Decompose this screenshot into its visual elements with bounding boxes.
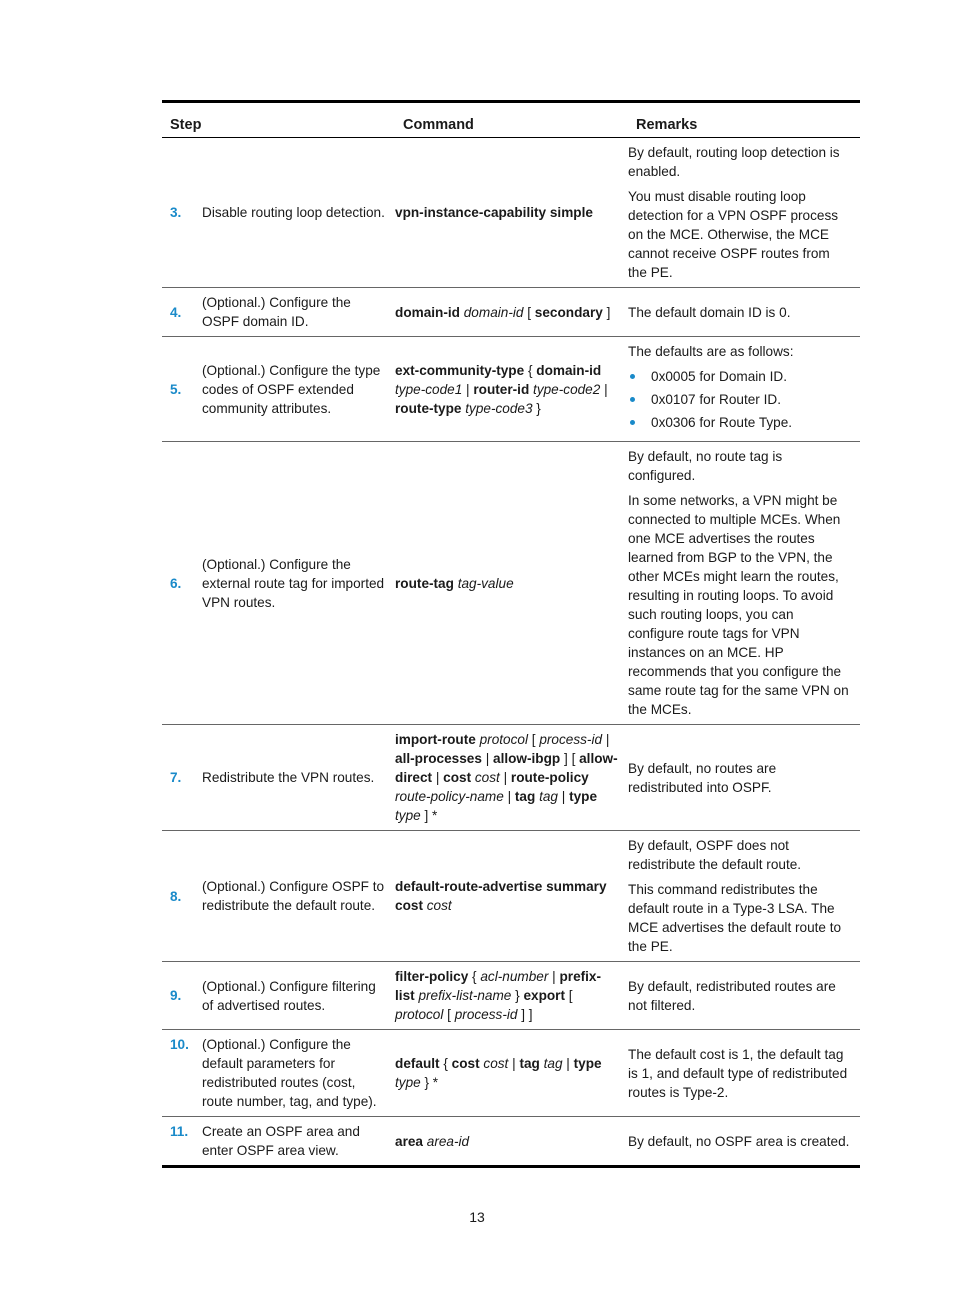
remark-paragraph: By default, no routes are redistributed into OSPF. <box>628 760 777 795</box>
command-argument: type-code2 <box>533 381 601 397</box>
remark-paragraph: By default, no route tag is configured. <box>628 449 783 483</box>
remark-paragraph: By default, no OSPF area is created. <box>628 1133 850 1149</box>
step-command <box>395 962 628 1030</box>
command-syntax: } <box>532 400 541 416</box>
remark-bullet-item: 0x0306 for Route Type. <box>628 413 852 432</box>
command-syntax: ] ] <box>517 1007 533 1022</box>
table-row <box>162 1030 860 1117</box>
step-description: (Optional.) Configure the external route tag for imported VPN routes. <box>202 442 395 725</box>
command-syntax: | <box>481 751 494 766</box>
remark-paragraph: You must disable routing loop detection for a VPN OSPF process on the MCE. Otherwise, the MCE cannot receive OSPF routes from the PE. <box>628 189 839 280</box>
step-command <box>395 288 628 337</box>
step-number: 10. <box>162 1030 202 1117</box>
step-description: Create an OSPF area and enter OSPF area view. <box>202 1117 395 1167</box>
step-remarks <box>628 442 860 725</box>
table-row <box>162 337 860 442</box>
command-syntax: { <box>439 1056 452 1071</box>
remark-bullet-item: 0x0107 for Router ID. <box>628 390 852 409</box>
step-command <box>395 1117 628 1167</box>
table-row <box>162 1117 860 1167</box>
command-keyword: type <box>573 1056 602 1071</box>
remark-paragraph: By default, redistributed routes are not filtered. <box>628 978 836 1013</box>
command-syntax: | <box>600 381 608 397</box>
command-argument: area-id <box>426 1133 470 1149</box>
step-description: (Optional.) Configure OSPF to redistribute the default route. <box>202 831 395 962</box>
command-keyword: route-type <box>395 400 462 416</box>
command-keyword: tag <box>519 1056 540 1071</box>
command-keyword: route-tag <box>395 575 454 591</box>
step-command <box>395 138 628 288</box>
command-keyword: route-policy <box>510 770 589 785</box>
command-keyword: domain-id <box>536 362 602 378</box>
step-number: 9. <box>162 962 202 1030</box>
command-syntax: [ <box>527 732 540 747</box>
command-argument: tag <box>539 789 558 804</box>
command-syntax: | <box>499 770 511 785</box>
command-syntax: | <box>548 969 560 984</box>
page-number: 13 <box>469 1209 485 1225</box>
step-command <box>395 725 628 831</box>
command-keyword: export <box>523 988 565 1003</box>
command-argument: process-id <box>454 1007 518 1022</box>
step-number: 8. <box>162 831 202 962</box>
header-step: Step <box>162 102 395 138</box>
command-keyword: vpn-instance-capability simple <box>395 205 593 220</box>
remark-paragraph: By default, OSPF does not redistribute the default route. <box>628 838 802 872</box>
command-argument: cost <box>474 770 500 785</box>
step-command <box>395 831 628 962</box>
step-number: 3. <box>162 138 202 288</box>
remark-paragraph: The defaults are as follows: <box>628 344 794 359</box>
configuration-steps-table <box>162 100 860 1168</box>
table-body <box>162 138 860 1167</box>
step-remarks <box>628 962 860 1030</box>
remark-paragraph: By default, routing loop detection is enabled. <box>628 145 840 179</box>
command-keyword: router-id <box>473 381 530 397</box>
step-remarks <box>628 288 860 337</box>
command-keyword: prefix-list <box>395 969 602 1003</box>
step-command <box>395 337 628 442</box>
command-keyword: default <box>395 1056 440 1071</box>
step-description: Disable routing loop detection. <box>202 138 395 288</box>
table-header-row <box>162 102 860 138</box>
command-syntax: ] <box>602 304 611 320</box>
command-argument: cost <box>426 898 452 913</box>
command-argument: tag <box>543 1056 563 1071</box>
command-syntax: | <box>503 789 515 804</box>
command-syntax: | <box>602 732 610 747</box>
command-keyword: domain-id <box>395 304 460 320</box>
command-argument: prefix-list-name <box>418 988 512 1003</box>
command-syntax: [ <box>443 1007 455 1022</box>
step-remarks <box>628 337 860 442</box>
command-keyword: ext-community-type <box>395 362 525 378</box>
command-argument: acl-number <box>480 969 549 984</box>
step-command <box>395 1030 628 1117</box>
header-remarks: Remarks <box>628 102 860 138</box>
command-keyword: type <box>569 789 598 804</box>
table-row <box>162 831 860 962</box>
table-row <box>162 288 860 337</box>
step-remarks <box>628 138 860 288</box>
step-remarks <box>628 1030 860 1117</box>
step-description: (Optional.) Configure the default parameters for redistributed routes (cost, route number, tag, and type). <box>202 1030 395 1117</box>
command-syntax: | <box>432 770 444 785</box>
remark-bullet-list <box>628 367 852 432</box>
remark-paragraph: This command redistributes the default route in a Type-3 LSA. The MCE advertises the default route to the PE. <box>628 882 842 954</box>
command-argument: tag-value <box>457 575 514 591</box>
step-number: 7. <box>162 725 202 831</box>
command-argument: cost <box>483 1056 509 1071</box>
command-keyword: cost <box>443 770 472 785</box>
command-syntax: ] * <box>420 808 438 823</box>
command-keyword: tag <box>514 789 536 804</box>
command-keyword: all-processes <box>395 751 482 766</box>
command-keyword: cost <box>451 1056 480 1071</box>
table-row <box>162 442 860 725</box>
step-number: 11. <box>162 1117 202 1167</box>
command-argument: type <box>395 808 421 823</box>
command-syntax: ] [ <box>560 751 580 766</box>
remark-paragraph: The default domain ID is 0. <box>628 304 791 320</box>
table-row <box>162 138 860 288</box>
command-argument: type-code3 <box>465 400 533 416</box>
command-keyword: secondary <box>534 304 603 320</box>
table-row <box>162 962 860 1030</box>
command-syntax: | <box>557 789 570 804</box>
command-argument: route-policy-name <box>395 789 504 804</box>
command-argument: process-id <box>539 732 603 747</box>
step-remarks <box>628 831 860 962</box>
command-keyword: filter-policy <box>395 969 469 984</box>
command-syntax: [ <box>565 988 573 1003</box>
command-keyword: import-route <box>395 732 476 747</box>
command-argument: type-code1 <box>395 381 463 397</box>
command-keyword: default-route-advertise summary cost <box>395 879 607 913</box>
command-argument: domain-id <box>463 304 524 320</box>
remark-paragraph: The default cost is 1, the default tag is 1, and default type of redistributed routes is Type-2. <box>628 1046 848 1100</box>
step-remarks <box>628 1117 860 1167</box>
step-description: (Optional.) Configure filtering of advertised routes. <box>202 962 395 1030</box>
document-page <box>162 100 860 1168</box>
command-keyword: allow-ibgp <box>493 751 561 766</box>
remark-bullet-item: 0x0005 for Domain ID. <box>628 367 852 386</box>
step-number: 5. <box>162 337 202 442</box>
step-description: (Optional.) Configure the OSPF domain ID. <box>202 288 395 337</box>
step-number: 6. <box>162 442 202 725</box>
command-syntax: } * <box>420 1075 439 1090</box>
command-argument: protocol <box>479 732 528 747</box>
step-command <box>395 442 628 725</box>
command-syntax: } <box>511 988 524 1003</box>
command-syntax: [ <box>523 304 535 320</box>
step-number: 4. <box>162 288 202 337</box>
command-argument: protocol <box>395 1007 444 1022</box>
command-argument: type <box>395 1075 421 1090</box>
header-command: Command <box>395 102 628 138</box>
table-row <box>162 725 860 831</box>
step-description: Redistribute the VPN routes. <box>202 725 395 831</box>
step-remarks <box>628 725 860 831</box>
step-description: (Optional.) Configure the type codes of OSPF extended community attributes. <box>202 337 395 442</box>
command-syntax: | <box>462 381 474 397</box>
remark-paragraph: In some networks, a VPN might be connected to multiple MCEs. When one MCE advertises the routes learned from BGP to the VPN, the other MCEs might learn the routes, resulting in routing loops. To avoid such routing loops, you can configure route tags for VPN instances on an MCE. HP recommends that you configure the same route tag for the same VPN on the MCEs. <box>628 493 849 717</box>
command-syntax: { <box>468 969 481 984</box>
command-syntax: | <box>508 1056 520 1071</box>
command-syntax: | <box>562 1056 574 1071</box>
command-syntax: { <box>524 362 537 378</box>
command-keyword: area <box>395 1133 423 1149</box>
command-keyword: allow-direct <box>395 751 618 785</box>
